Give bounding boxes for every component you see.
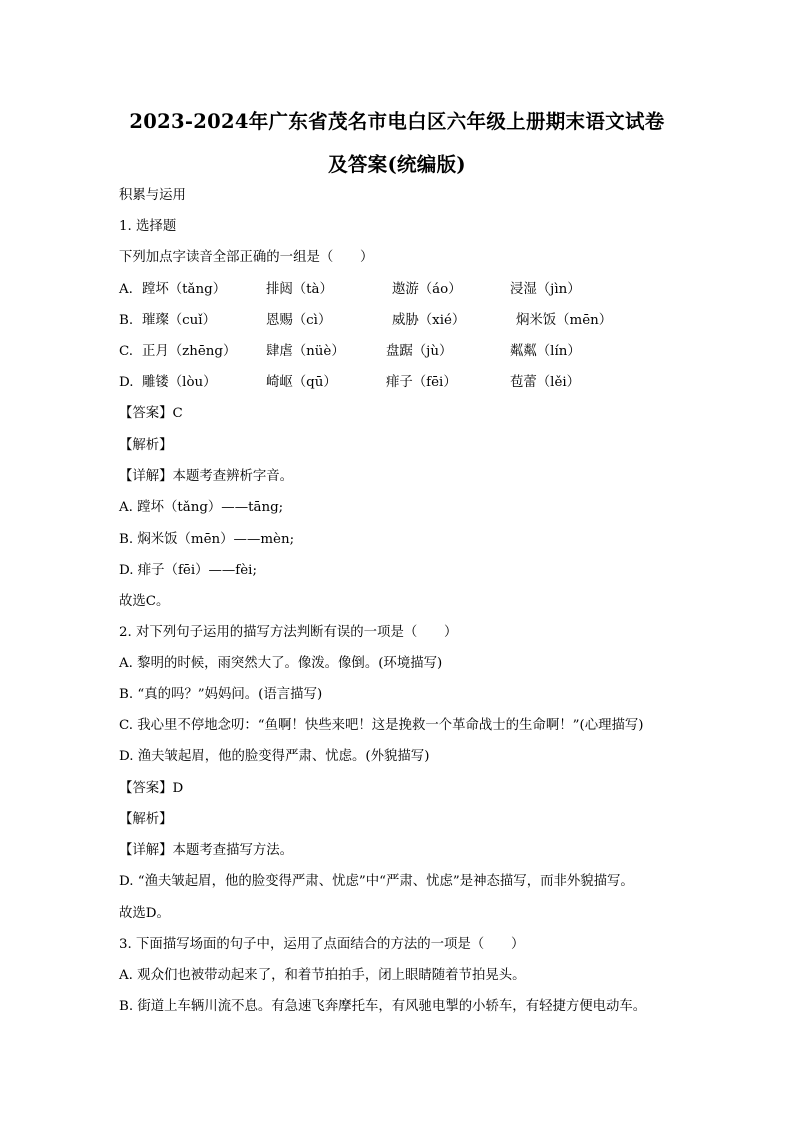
q1-detail: 【详解】本题考查辨析字音。	[119, 469, 294, 484]
q2-option-c: C. 我心里不停地念叨：“鱼啊！快些来吧！这是挽救一个革命战士的生命啊！”(心理描写)	[119, 718, 644, 733]
option-item: 正月（zhēng）	[142, 344, 237, 359]
option-label: B.	[119, 313, 134, 328]
section-heading: 积累与运用	[119, 188, 186, 203]
option-label: A.	[119, 282, 133, 297]
option-item: 遨游（áo）	[392, 282, 462, 297]
option-item: 肆虐（nüè）	[266, 344, 345, 359]
option-item: 排闼（tà）	[266, 282, 333, 297]
option-item: 璀璨（cuǐ）	[142, 313, 216, 328]
option-item: 盘踞（jù）	[386, 344, 453, 359]
option-item: 崎岖（qū）	[266, 375, 337, 390]
q1-answer: 【答案】C	[119, 406, 183, 421]
option-label: D.	[119, 375, 134, 390]
option-item: 粼粼（lín）	[510, 344, 581, 359]
option-item: 浸湿（jìn）	[510, 282, 581, 297]
q3-option-a: A. 观众们也被带动起来了，和着节拍拍手，闭上眼睛随着节拍晃头。	[119, 968, 526, 983]
q3-option-b: B. 街道上车辆川流不息。有急速飞奔摩托车，有风驰电掣的小轿车，有轻捷方便电动车。	[119, 999, 647, 1014]
option-label: C.	[119, 344, 134, 359]
option-item: 恩赐（cì）	[266, 313, 332, 328]
q2-option-a: A. 黎明的时候，雨突然大了。像泼。像倒。(环境描写)	[119, 656, 443, 671]
q2-conclusion: 故选D。	[119, 906, 170, 921]
option-item: 痱子（fēi）	[386, 375, 457, 390]
q3-stem: 3. 下面描写场面的句子中，运用了点面结合的方法的一项是（ ）	[119, 937, 525, 952]
q2-option-d: D. 渔夫皱起眉，他的脸变得严肃、忧虑。(外貌描写)	[119, 749, 430, 764]
q2-answer: 【答案】D	[119, 781, 184, 796]
q2-explain: D. “渔夫皱起眉，他的脸变得严肃、忧虑”中“严肃、忧虑”是神态描写，而非外貌描写。	[119, 874, 634, 889]
option-item: 苞蕾（lěi）	[510, 375, 581, 390]
q1-stem: 下列加点字读音全部正确的一组是（ ）	[119, 250, 374, 265]
option-item: 焖米饭（mēn）	[516, 313, 613, 328]
q2-option-b: B. “真的吗？”妈妈问。(语言描写)	[119, 687, 323, 702]
option-item: 雕镂（lòu）	[142, 375, 217, 390]
document-title-line1: 2023-2024年广东省茂名市电白区六年级上册期末语文试卷	[129, 110, 665, 133]
q1-explain-b: B. 焖米饭（mēn）——mèn;	[119, 532, 295, 547]
q2-detail: 【详解】本题考查描写方法。	[119, 843, 294, 858]
q1-heading: 1. 选择题	[119, 219, 177, 234]
q2-stem: 2. 对下列句子运用的描写方法判断有误的一项是（ ）	[119, 625, 458, 640]
option-item: 蹚坏（tǎng）	[142, 282, 227, 297]
q1-explain-d: D. 痱子（fēi）——fèi;	[119, 563, 257, 578]
q2-analysis: 【解析】	[119, 812, 173, 827]
document-title-line2: 及答案(统编版)	[328, 153, 466, 176]
q1-explain-a: A. 蹚坏（tǎng）——tāng;	[119, 500, 284, 515]
q1-analysis: 【解析】	[119, 438, 173, 453]
option-item: 威胁（xié）	[392, 313, 466, 328]
q1-conclusion: 故选C。	[119, 594, 170, 609]
